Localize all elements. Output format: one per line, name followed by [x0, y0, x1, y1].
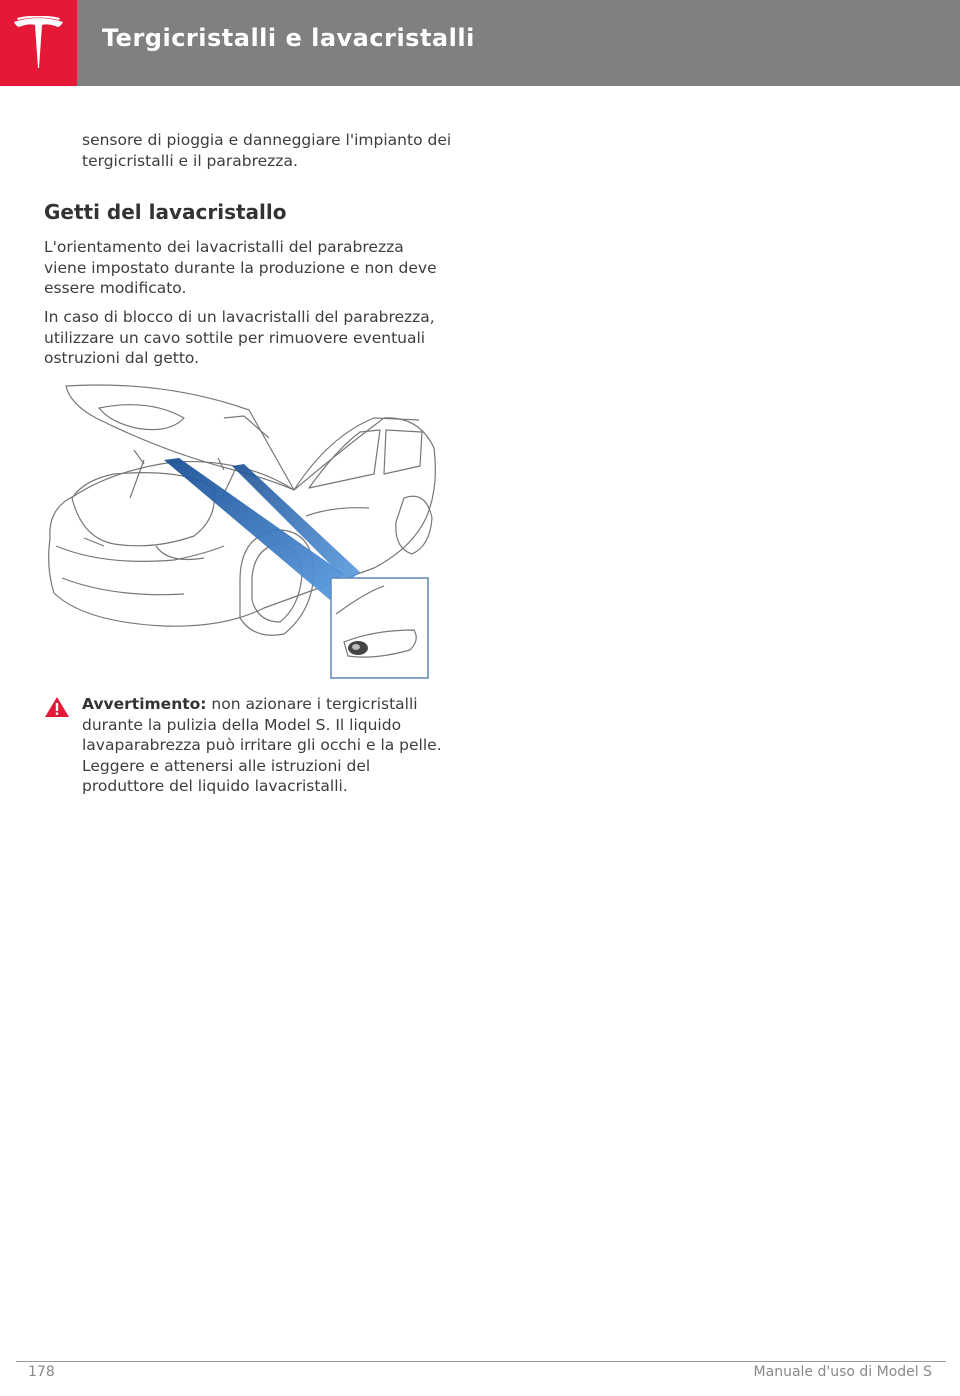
- footer-divider: [16, 1361, 946, 1362]
- page-header: [0, 0, 960, 86]
- section-title: Getti del lavacristallo: [44, 200, 287, 224]
- tesla-logo-icon: [12, 16, 65, 70]
- intro-paragraph: sensore di pioggia e danneggiare l'impianto dei tergicristalli e il parabrezza.: [82, 131, 452, 170]
- page-title: Tergicristalli e lavacristalli: [102, 24, 475, 52]
- warning-text: non azionare i tergicristalli durante la pulizia della Model S. Il liquido lavaparabrezza può irritare gli occhi e la pelle. Leggere e attenersi alle istruzioni del produttore del liquido lavacristalli.: [82, 695, 442, 795]
- warning-triangle-icon: [44, 696, 70, 718]
- car-washer-jet-illustration: [44, 378, 444, 682]
- page-number: 178: [28, 1364, 55, 1380]
- section-paragraph-1: L'orientamento dei lavacristalli del parabrezza viene impostato durante la produzione e non deve essere modificato.: [44, 238, 437, 297]
- warning-paragraph: [82, 694, 442, 797]
- warning-label: Avvertimento:: [82, 695, 207, 713]
- manual-title: Manuale d'uso di Model S: [753, 1364, 932, 1380]
- section-paragraph-2: In caso di blocco di un lavacristalli del parabrezza, utilizzare un cavo sottile per rimuovere eventuali ostruzioni dal getto.: [44, 308, 435, 367]
- tesla-logo: [0, 0, 77, 86]
